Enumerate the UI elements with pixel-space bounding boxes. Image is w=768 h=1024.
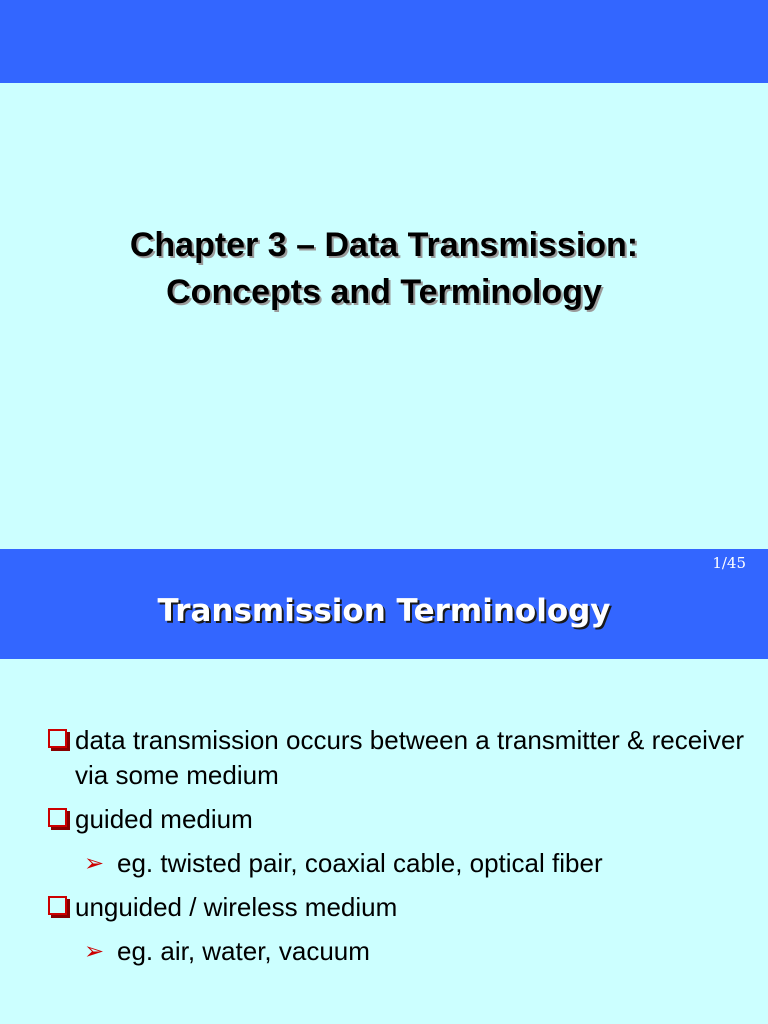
bullet-list <box>46 723 746 978</box>
checkbox-bullet-icon <box>48 808 67 827</box>
chapter-title <box>0 222 768 316</box>
slide-title: Transmission Terminology <box>157 593 611 629</box>
bullet-item <box>46 890 746 925</box>
bullet-item <box>46 723 746 793</box>
bullet-text: guided medium <box>75 804 253 834</box>
bullet-text: data transmission occurs between a transmitter & receiver via some medium <box>75 725 745 790</box>
arrow-bullet-icon: ➢ <box>84 849 105 877</box>
sub-bullet-item <box>46 934 746 969</box>
bullet-item <box>46 802 746 837</box>
checkbox-bullet-icon <box>48 729 67 748</box>
sub-bullet-text: eg. twisted pair, coaxial cable, optical fiber <box>117 848 603 878</box>
checkbox-bullet-icon <box>48 896 67 915</box>
page-number: 1/45 <box>712 554 746 572</box>
slide-transmission-terminology <box>0 549 768 1024</box>
bullet-text: unguided / wireless medium <box>75 892 398 922</box>
sub-bullet-item <box>46 846 746 881</box>
chapter-title-line-2: Concepts and Terminology <box>166 273 602 311</box>
top-header-bar <box>0 0 768 83</box>
chapter-title-line-1: Chapter 3 – Data Transmission: <box>129 226 639 264</box>
arrow-bullet-icon: ➢ <box>84 937 105 965</box>
sub-bullet-text: eg. air, water, vacuum <box>117 936 370 966</box>
slide-header-band <box>0 549 768 659</box>
